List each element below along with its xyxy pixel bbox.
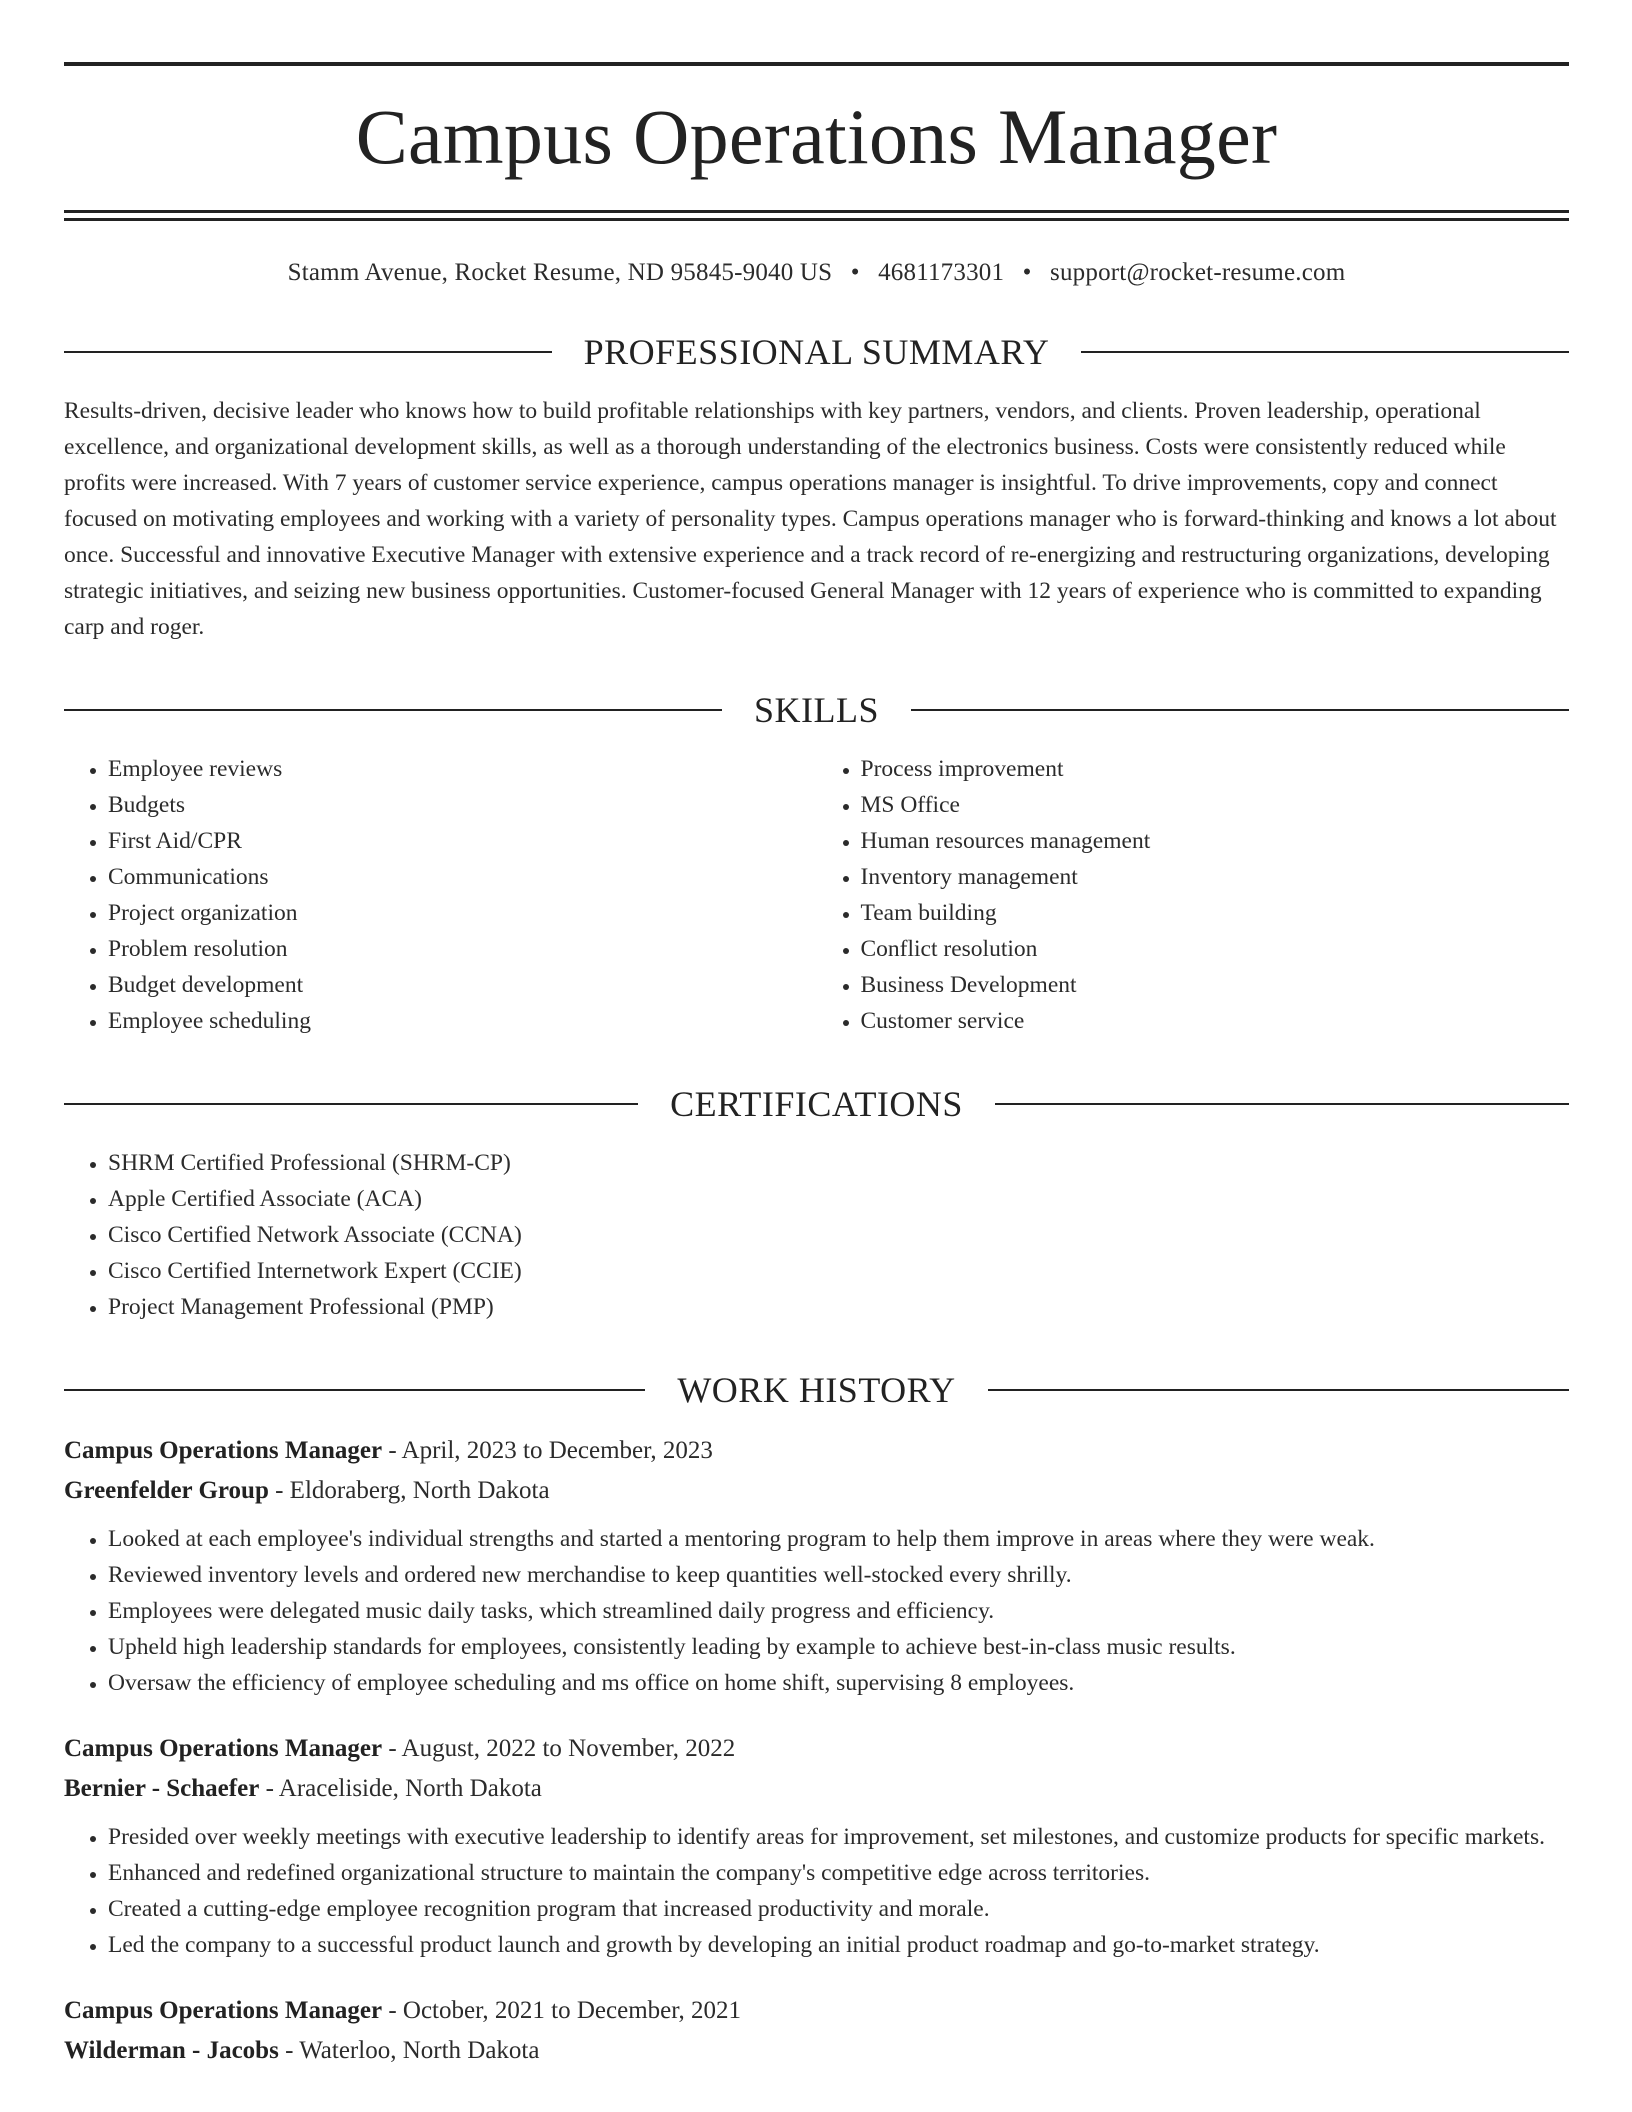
job-bullet: • Presided over weekly meetings with executive leadership to identify areas for improvement, set milestones, and customize products for specific markets. [108, 1819, 1569, 1855]
job-role: Campus Operations Manager [64, 1997, 383, 2024]
skills-left-list [64, 751, 817, 1039]
job-bullet: • Created a cutting-edge employee recognition program that increased productivity and morale. [108, 1891, 1569, 1927]
job-company-line [64, 2031, 1569, 2071]
job-bullets [64, 1521, 1569, 1701]
summary-heading [64, 331, 1569, 373]
heading-rule [988, 1389, 1569, 1391]
certification-item: • Apple Certified Associate (ACA) [108, 1181, 1569, 1217]
skill-item: • Employee reviews [108, 751, 817, 787]
job-bullet: • Enhanced and redefined organizational structure to maintain the company's competitive edge across territories. [108, 1855, 1569, 1891]
job-bullet: • Employees were delegated music daily tasks, which streamlined daily progress and efficiency. [108, 1593, 1569, 1629]
job-company-line [64, 1471, 1569, 1511]
resume-name: Campus Operations Manager [355, 93, 1278, 180]
job-entry [64, 1991, 1569, 2071]
skill-item: • MS Office [861, 787, 1570, 823]
name-underline-rule [64, 210, 1569, 221]
skill-item: • First Aid/CPR [108, 823, 817, 859]
section-title: WORK HISTORY [677, 1370, 956, 1410]
skill-item: • Human resources management [861, 823, 1570, 859]
contact-line [64, 259, 1569, 287]
skill-item: • Budget development [108, 967, 817, 1003]
job-bullet: • Reviewed inventory levels and ordered new merchandise to keep quantities well-stocked every shrilly. [108, 1557, 1569, 1593]
skills-heading [64, 689, 1569, 731]
job-bullet: • Looked at each employee's individual strengths and started a mentoring program to help them improve in areas where they were weak. [108, 1521, 1569, 1557]
certifications-heading [64, 1083, 1569, 1125]
heading-rule [64, 709, 722, 711]
summary-text: Results-driven, decisive leader who knows how to build profitable relationships with key partners, vendors, and clients. Proven leadership, operational excellence, and organizational development skills, as well as a thorough understanding of the electronics business. Costs were consistently reduced while profits were increased. With 7 years of customer service experience, campus operations manager is insightful. To drive improvements, copy and connect focused on motivating employees and working with a variety of personality types. Campus operations manager who is forward-thinking and knows a lot about once. Successful and innovative Executive Manager with extensive experience and a track record of re-energizing and restructuring organizations, developing strategic initiatives, and seizing new business opportunities. Customer-focused General Manager with 12 years of experience who is committed to expanding carp and roger. [64, 398, 1557, 640]
job-role: Campus Operations Manager [64, 1735, 383, 1762]
certifications-list [64, 1145, 1569, 1325]
skill-item: • Customer service [861, 1003, 1570, 1039]
contact-separator: • [1022, 259, 1032, 286]
job-dates: - October, 2021 to December, 2021 [382, 1997, 742, 2024]
job-location: - Eldoraberg, North Dakota [268, 1477, 550, 1504]
skills-right-list [817, 751, 1570, 1039]
job-company: Greenfelder Group [64, 1477, 269, 1504]
heading-rule [911, 709, 1569, 711]
contact-email[interactable]: support@rocket-resume.com [1050, 259, 1346, 286]
job-bullet: • Led the company to a successful product launch and growth by developing an initial product roadmap and go-to-market strategy. [108, 1927, 1569, 1963]
job-bullet: • Oversaw the efficiency of employee scheduling and ms office on home shift, supervising 8 employees. [108, 1665, 1569, 1701]
heading-rule [1081, 351, 1569, 353]
skills-columns [64, 751, 1569, 1039]
job-role: Campus Operations Manager [64, 1437, 383, 1464]
job-bullets [64, 1819, 1569, 1963]
job-dates: - April, 2023 to December, 2023 [382, 1437, 713, 1464]
certification-item: • Cisco Certified Network Associate (CCNA) [108, 1217, 1569, 1253]
job-company: Bernier - Schaefer [64, 1775, 260, 1802]
skill-item: • Conflict resolution [861, 931, 1570, 967]
job-company-line [64, 1769, 1569, 1809]
job-entry [64, 1729, 1569, 1963]
contact-separator: • [850, 259, 860, 286]
job-location: - Waterloo, North Dakota [278, 2037, 540, 2064]
skill-item: • Employee scheduling [108, 1003, 817, 1039]
work-history-heading [64, 1369, 1569, 1411]
contact-phone: 4681173301 [878, 259, 1005, 286]
section-title: CERTIFICATIONS [670, 1084, 963, 1124]
heading-rule [64, 351, 552, 353]
heading-rule [64, 1389, 645, 1391]
skill-item: • Communications [108, 859, 817, 895]
section-title: SKILLS [754, 690, 880, 730]
certification-item: • Cisco Certified Internetwork Expert (CCIE) [108, 1253, 1569, 1289]
job-company: Wilderman - Jacobs [64, 2037, 279, 2064]
job-bullet: • Upheld high leadership standards for employees, consistently leading by example to achieve best-in-class music results. [108, 1629, 1569, 1665]
job-location: - Araceliside, North Dakota [259, 1775, 542, 1802]
certification-item: • Project Management Professional (PMP) [108, 1289, 1569, 1325]
heading-rule [995, 1103, 1569, 1105]
skill-item: • Team building [861, 895, 1570, 931]
skill-item: • Project organization [108, 895, 817, 931]
contact-address: Stamm Avenue, Rocket Resume, ND 95845-9040 US [287, 259, 833, 286]
skill-item: • Process improvement [861, 751, 1570, 787]
skill-item: • Business Development [861, 967, 1570, 1003]
heading-rule [64, 1103, 638, 1105]
resume-page [64, 62, 1569, 2071]
section-title: PROFESSIONAL SUMMARY [583, 332, 1050, 372]
job-title-line [64, 1431, 1569, 1471]
job-title-line [64, 1729, 1569, 1769]
top-rule [64, 62, 1569, 66]
job-title-line [64, 1991, 1569, 2031]
job-entry [64, 1431, 1569, 1701]
skill-item: • Inventory management [861, 859, 1570, 895]
certification-item: • SHRM Certified Professional (SHRM-CP) [108, 1145, 1569, 1181]
skill-item: • Budgets [108, 787, 817, 823]
skill-item: • Problem resolution [108, 931, 817, 967]
job-dates: - August, 2022 to November, 2022 [382, 1735, 736, 1762]
